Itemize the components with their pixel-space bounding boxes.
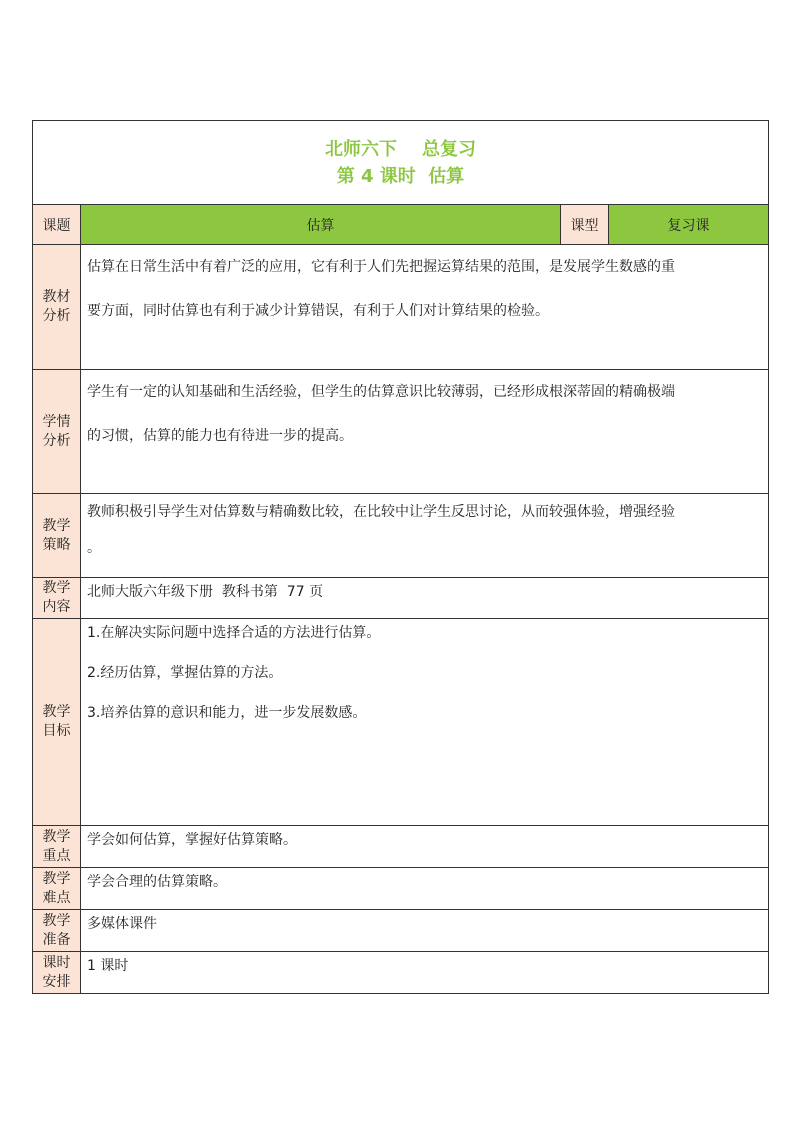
goals-label: 教学 目标	[33, 619, 81, 826]
material-analysis-label: 教材 分析	[33, 245, 81, 370]
topic-row	[33, 205, 769, 245]
content-label: 教学 内容	[33, 578, 81, 619]
goals-list	[81, 619, 769, 826]
lesson-title	[33, 121, 769, 205]
student-analysis-row	[33, 370, 769, 494]
goal-item: 1.在解决实际问题中选择合适的方法进行估算。	[87, 625, 381, 641]
type-label: 课型	[561, 205, 609, 245]
goals-row	[33, 619, 769, 826]
topic-value: 估算	[81, 205, 561, 245]
schedule-row	[33, 952, 769, 994]
key-point-text: 学会如何估算，掌握好估算策略。	[81, 826, 769, 868]
schedule-label: 课时 安排	[33, 952, 81, 994]
goal-item: 2.经历估算，掌握估算的方法。	[87, 665, 283, 681]
difficulty-row	[33, 868, 769, 910]
content-text: 北师大版六年级下册 教科书第 77 页	[81, 578, 769, 619]
strategy-text: 教师积极引导学生对估算数与精确数比较，在比较中让学生反思讨论，从而较强体验，增强经验 。	[81, 494, 769, 578]
material-analysis-row	[33, 245, 769, 370]
material-analysis-text: 估算在日常生活中有着广泛的应用，它有利于人们先把握运算结果的范围，是发展学生数感的重 要方面，同时估算也有利于减少计算错误，有利于人们对计算结果的检验。	[81, 245, 769, 370]
preparation-row	[33, 910, 769, 952]
title-row	[33, 121, 769, 205]
key-point-label: 教学 重点	[33, 826, 81, 868]
title-line-1: 北师六下 总复习	[324, 138, 477, 160]
strategy-row	[33, 494, 769, 578]
key-point-row	[33, 826, 769, 868]
goal-item: 3.培养估算的意识和能力，进一步发展数感。	[87, 705, 367, 721]
content-row	[33, 578, 769, 619]
title-line-2: 第 4 课时 估算	[336, 165, 465, 187]
preparation-text: 多媒体课件	[81, 910, 769, 952]
schedule-text: 1 课时	[81, 952, 769, 994]
difficulty-label: 教学 难点	[33, 868, 81, 910]
type-value: 复习课	[609, 205, 769, 245]
topic-label: 课题	[33, 205, 81, 245]
difficulty-text: 学会合理的估算策略。	[81, 868, 769, 910]
preparation-label: 教学 准备	[33, 910, 81, 952]
student-analysis-text: 学生有一定的认知基础和生活经验，但学生的估算意识比较薄弱，已经形成根深蒂固的精确极端 的习惯，估算的能力也有待进一步的提高。	[81, 370, 769, 494]
student-analysis-label: 学情 分析	[33, 370, 81, 494]
strategy-label: 教学 策略	[33, 494, 81, 578]
lesson-plan-table	[32, 120, 769, 994]
lesson-plan-sheet	[32, 120, 768, 996]
